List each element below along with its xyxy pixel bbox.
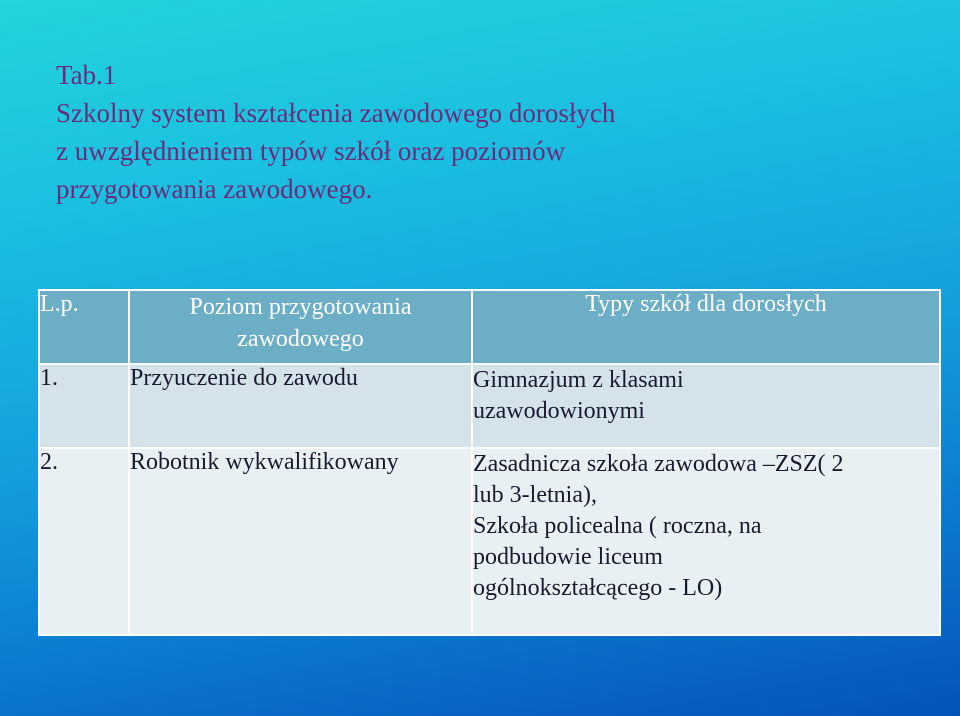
title-line-2: z uwzględnieniem typów szkół oraz poziomów [56,136,566,166]
row-level: Przyuczenie do zawodu [129,364,472,448]
header-lp: L.p. [39,290,129,364]
schools-table [38,289,941,636]
school-type-line: lub 3-letnia), [473,482,597,508]
row-school-types [472,364,940,448]
row-level: Robotnik wykwalifikowany [129,448,472,635]
school-type-line: Szkoła policealna ( roczna, na [473,513,762,539]
table-header-row [39,290,940,364]
slide-heading [56,56,916,208]
row-number: 2. [39,448,129,635]
row-school-types [472,448,940,635]
title-line-3: przygotowania zawodowego. [56,174,373,204]
school-type-line: Zasadnicza szkoła zawodowa –ZSZ( 2 [473,451,844,477]
tab-label: Tab.1 [56,60,117,90]
header-level: Poziom przygotowania zawodowego [129,290,472,364]
title-line-1: Szkolny system kształcenia zawodowego dorosłych [56,98,616,128]
table-row [39,448,940,635]
header-school-types: Typy szkół dla dorosłych [472,290,940,364]
school-type-line: podbudowie liceum [473,544,663,570]
row-number: 1. [39,364,129,448]
school-type-line: Gimnazjum z klasami [473,367,684,393]
school-type-line: uzawodowionymi [473,398,645,424]
table-row [39,364,940,448]
school-type-line: ogólnokształcącego - LO) [473,575,723,601]
